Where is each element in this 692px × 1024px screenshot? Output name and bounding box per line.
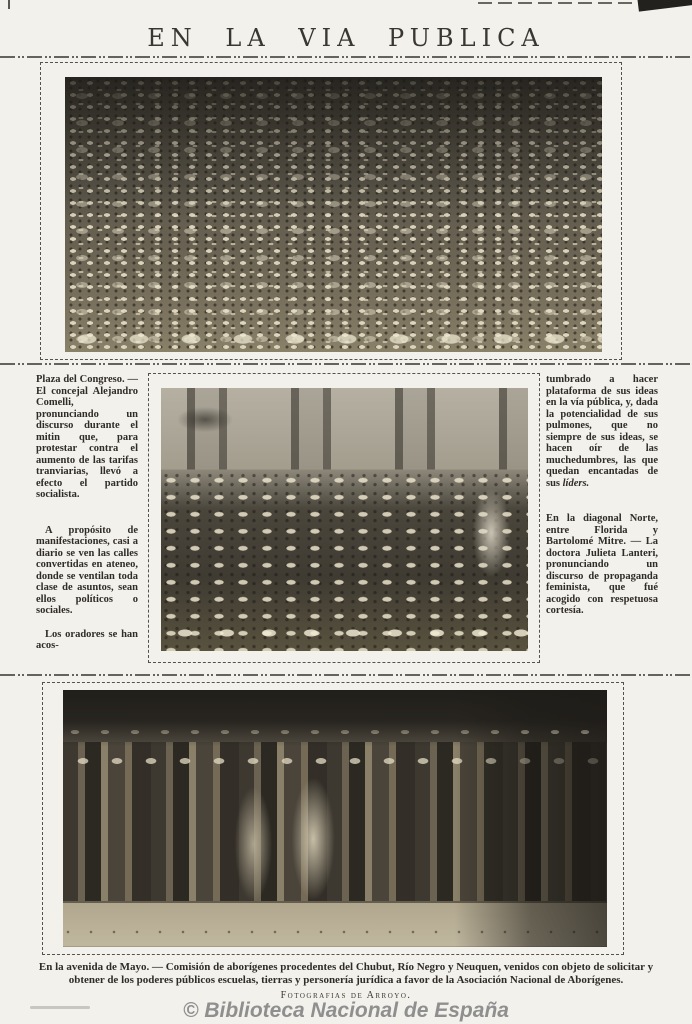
photo-frame-top <box>40 62 622 360</box>
decorative-rule-middle <box>0 363 692 365</box>
decorative-rule-top <box>0 56 692 58</box>
paragraph-diagonal-norte: En la diagonal Norte, entre Florida y Bartolomé Mitre. — La doctora Julieta Lanteri, pronunciando un discurso de propaganda feminista, que fué acogido con respetuosa cortesía. <box>546 513 658 616</box>
photo-crowd-plaza-del-congreso <box>65 77 602 352</box>
paragraph-plaza-del-congreso: Plaza del Congreso. — El concejal Alejandro Comelli, pronunciando un discurso durante el mitin que, para protestar contra el aumento de las tarifas tranviarias, llevó a efecto el partido socialista. <box>36 374 138 500</box>
paragraph-tumbrado-text: tumbrado a hacer plataforma de sus ideas en la vía pública, y, dada la potencialidad de sus pulmones, que no siempre de sus ideas, se hacen oír de las muchedumbres, las que quedan encantadas de sus <box>546 374 658 489</box>
photo-frame-middle <box>148 373 540 663</box>
scan-artifact-blob <box>637 0 692 12</box>
paragraph-a-proposito: A propósito de manifestaciones, casi a diario se ven las calles convertidas en ateneo, donde se ventilan toda clase de asuntos, sean ellos políticos o sociales. <box>36 524 138 616</box>
photo-delegation-avenida-de-mayo <box>63 690 607 947</box>
photo-credit-line: Fotografias de Arroyo. <box>280 990 412 1001</box>
scan-artifact-tick <box>8 0 10 9</box>
photo-crowd-diagonal-norte <box>161 388 528 651</box>
page-title: EN LA VIA PUBLICA <box>147 24 545 52</box>
decorative-rule-lower <box>0 674 692 676</box>
library-watermark: © Biblioteca Nacional de España <box>183 999 509 1022</box>
right-text-column <box>546 374 658 629</box>
paragraph-tumbrado <box>546 374 658 489</box>
paragraph-liders-italic: líders. <box>562 477 590 489</box>
bottom-caption: En la avenida de Mayo. — Comisión de aborígenes procedentes del Chubut, Río Negro y Neuquen, venidos con objeto de solicitar y obtener de los poderes públicos escuelas, tierras y personería jurídica a favor de la Asociación Nacional de Aborígenes. <box>38 961 654 986</box>
photo-frame-bottom <box>42 682 624 955</box>
paragraph-los-oradores: Los oradores se han acos- <box>36 628 138 651</box>
left-text-column <box>36 374 138 664</box>
